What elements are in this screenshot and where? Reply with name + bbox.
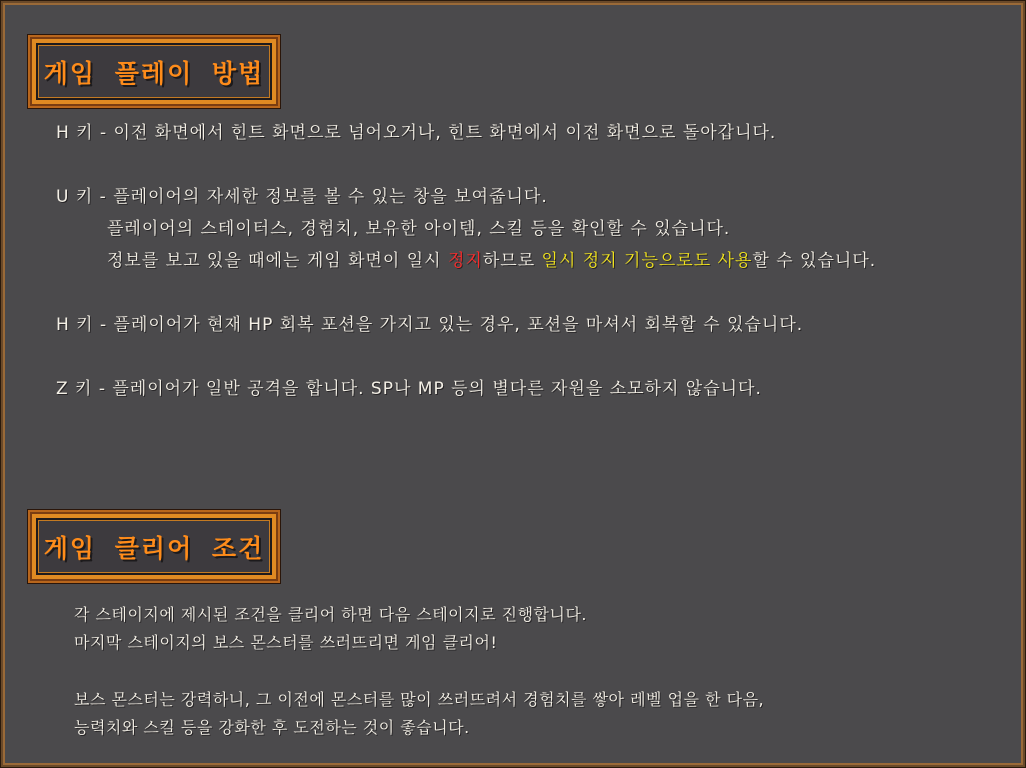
u-key-pause-line: [107, 250, 876, 272]
clear-condition-heading-badge: [32, 514, 276, 579]
final-boss-line: 마지막 스테이지의 보스 몬스터를 쓰러뜨리면 게임 클리어!: [74, 633, 498, 652]
pause-highlight-yellow: 일시 정지 기능으로도 사용: [541, 251, 753, 271]
boss-tip-line-2: 능력치와 스킬 등을 강화한 후 도전하는 것이 좋습니다.: [74, 718, 470, 737]
pause-text-part3: 할 수 있습니다.: [752, 251, 877, 271]
u-key-line: U 키 - 플레이어의 자세한 정보를 볼 수 있는 창을 보여줍니다.: [56, 187, 548, 207]
pause-text-part2: 하므로: [482, 251, 542, 271]
how-to-play-title: 게임 플레이 방법: [43, 58, 265, 88]
pause-highlight-red: 정지: [448, 251, 483, 271]
boss-tip-line-1: 보스 몬스터는 강력하니, 그 이전에 몬스터를 많이 쓰러뜨려서 경험치를 쌓아 레벨 업을 한 다음,: [74, 690, 765, 709]
how-to-play-heading-badge: [32, 39, 276, 104]
h-key-potion-line: H 키 - 플레이어가 현재 HP 회복 포션을 가지고 있는 경우, 포션을 마셔서 회복할 수 있습니다.: [56, 315, 804, 335]
z-key-attack-line: Z 키 - 플레이어가 일반 공격을 합니다. SP나 MP 등의 별다른 자원을 소모하지 않습니다.: [56, 379, 762, 399]
pause-text-part1: 정보를 보고 있을 때에는 게임 화면이 일시: [107, 251, 449, 271]
clear-condition-title: 게임 클리어 조건: [43, 533, 265, 563]
stage-progress-line: 각 스테이지에 제시된 조건을 클리어 하면 다음 스테이지로 진행합니다.: [74, 605, 587, 624]
h-key-hint-line: H 키 - 이전 화면에서 힌트 화면으로 넘어오거나, 힌트 화면에서 이전 화면으로 돌아갑니다.: [56, 123, 777, 143]
u-key-detail-line: 플레이어의 스테이터스, 경험치, 보유한 아이템, 스킬 등을 확인할 수 있습니다.: [107, 219, 731, 239]
